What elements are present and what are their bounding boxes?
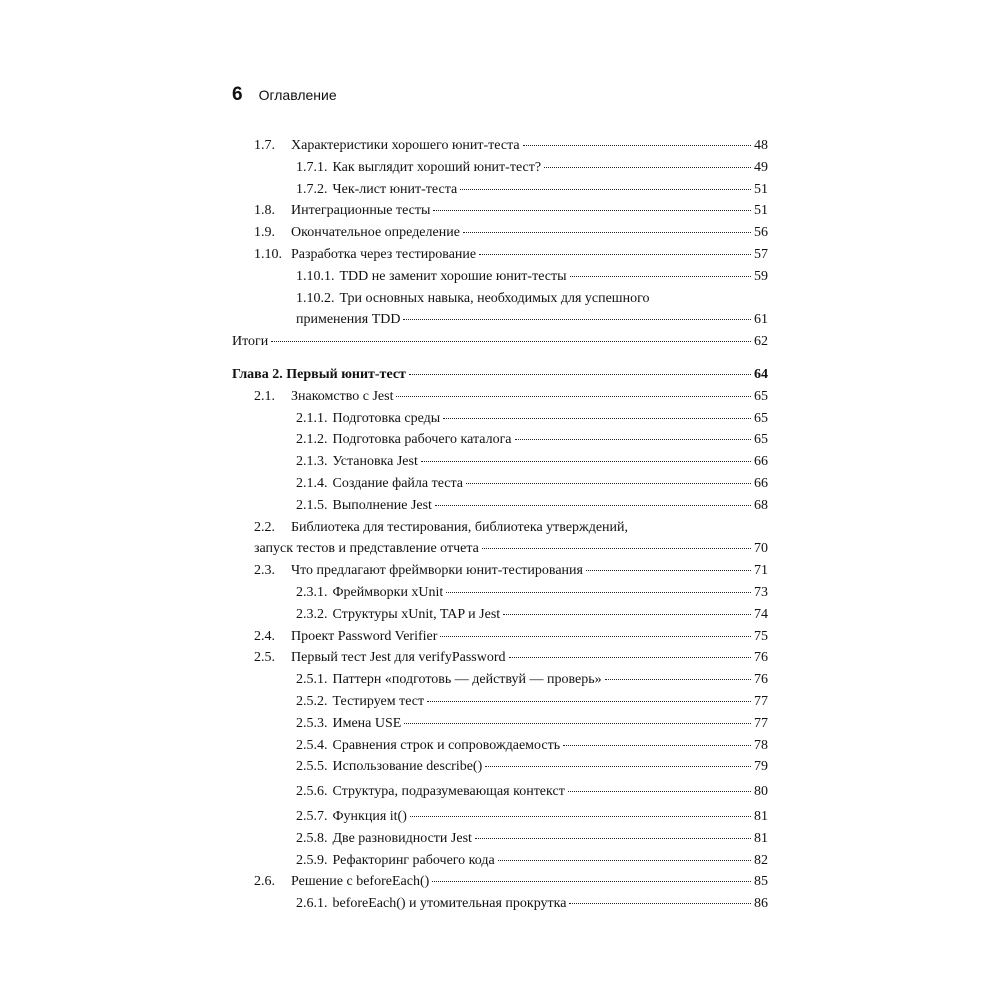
leader-dots bbox=[410, 816, 751, 817]
toc-entry-page: 77 bbox=[754, 693, 768, 709]
toc-entry-number: 2.5.8. bbox=[296, 830, 328, 846]
toc-entry-title: Чек-лист юнит-теста bbox=[332, 181, 458, 197]
toc-entry-title: Знакомство с Jest bbox=[291, 388, 394, 404]
toc-entry-page: 56 bbox=[754, 225, 768, 241]
leader-dots bbox=[523, 145, 751, 146]
toc-entry-number: 2.1.2. bbox=[296, 432, 328, 448]
toc-entry-2-5-3 bbox=[232, 713, 768, 735]
toc-entry-page: 66 bbox=[754, 475, 768, 491]
leader-dots bbox=[396, 396, 751, 397]
toc-entry-title: Интеграционные тесты bbox=[291, 203, 431, 219]
toc-entry-title: Первый тест Jest для verifyPassword bbox=[291, 650, 506, 666]
toc-entry-title: Имена USE bbox=[332, 715, 402, 731]
toc-entry-number: 2.5.9. bbox=[296, 852, 328, 868]
toc-entry-number: 2.6.1. bbox=[296, 896, 328, 912]
toc-entry-number: 1.10.2. bbox=[296, 290, 335, 306]
toc-entry-2-5-2 bbox=[232, 691, 768, 713]
toc-entry-2-5 bbox=[232, 647, 768, 669]
toc-entry-title: Структуры xUnit, TAP и Jest bbox=[332, 606, 501, 622]
running-head bbox=[232, 84, 337, 110]
leader-dots bbox=[563, 745, 751, 746]
toc-entry-title-line1: Библиотека для тестирования, библиотека утверждений, bbox=[291, 519, 629, 535]
toc-chapter-2 bbox=[232, 364, 768, 386]
toc-entry-2-1-5 bbox=[232, 495, 768, 517]
toc-entry-number: 2.3.2. bbox=[296, 606, 328, 622]
leader-dots bbox=[569, 903, 751, 904]
leader-dots bbox=[409, 374, 751, 375]
toc-entry-page: 85 bbox=[754, 874, 768, 890]
leader-dots bbox=[482, 548, 751, 549]
leader-dots bbox=[404, 723, 751, 724]
toc-entry-number: 2.5.3. bbox=[296, 715, 328, 731]
toc-entry-page: 82 bbox=[754, 852, 768, 868]
toc-entry-title: Характеристики хорошего юнит-теста bbox=[291, 138, 520, 153]
toc-entry-title: beforeEach() и утомительная прокрутка bbox=[332, 896, 567, 912]
toc-entry-page: 59 bbox=[754, 268, 768, 284]
leader-dots bbox=[544, 167, 751, 168]
toc-entry-title: Тестируем тест bbox=[332, 693, 425, 709]
toc-entry-title: Создание файла теста bbox=[332, 475, 464, 491]
toc-entry-1-10-1 bbox=[232, 266, 768, 288]
toc-entry-page: 64 bbox=[754, 366, 768, 382]
leader-dots bbox=[479, 254, 751, 255]
toc-entry-title: Подготовка среды bbox=[332, 410, 441, 426]
toc-entry-number: 2.4. bbox=[254, 628, 275, 644]
toc-entry-1-10 bbox=[232, 244, 768, 266]
toc-entry-1-9 bbox=[232, 222, 768, 244]
toc-entry-page: 57 bbox=[754, 246, 768, 262]
toc-entry-number: 2.1.5. bbox=[296, 497, 328, 513]
leader-dots bbox=[605, 679, 751, 680]
toc-entry-2-6 bbox=[232, 871, 768, 893]
toc-entry-page: 76 bbox=[754, 672, 768, 688]
toc-entry-number: 2.5.7. bbox=[296, 808, 328, 824]
toc-entry-page: 65 bbox=[754, 388, 768, 404]
toc-entry-title: Функция it() bbox=[332, 808, 407, 824]
leader-dots bbox=[460, 189, 751, 190]
toc-entry-number: 2.5.6. bbox=[296, 784, 328, 800]
toc-entry-1-10-2 bbox=[232, 288, 768, 332]
toc-entry-number: 2.3.1. bbox=[296, 584, 328, 600]
toc-entry-page: 79 bbox=[754, 759, 768, 775]
leader-dots bbox=[433, 210, 751, 211]
leader-dots bbox=[271, 341, 751, 342]
leader-dots bbox=[432, 881, 751, 882]
running-head-title: Оглавление bbox=[258, 87, 337, 103]
toc-entry-2-5-4 bbox=[232, 735, 768, 757]
toc-entry-2-1-3 bbox=[232, 451, 768, 473]
toc-entry-number: 2.2. bbox=[254, 519, 275, 535]
toc-entry-2-3-2 bbox=[232, 604, 768, 626]
leader-dots bbox=[498, 860, 751, 861]
toc-entry-page: 74 bbox=[754, 606, 768, 622]
leader-dots bbox=[463, 232, 751, 233]
toc-entry-page: 61 bbox=[754, 312, 768, 328]
toc-entry-2-3-1 bbox=[232, 582, 768, 604]
toc-entry-2-1-4 bbox=[232, 473, 768, 495]
toc-entry-2-5-5 bbox=[232, 756, 768, 778]
toc-entry-1-7-2 bbox=[232, 179, 768, 201]
leader-dots bbox=[466, 483, 751, 484]
toc-entry-number: 2.1.3. bbox=[296, 454, 328, 470]
toc-entry-title: Структура, подразумевающая контекст bbox=[332, 784, 565, 800]
toc-entry-title: Решение с beforeEach() bbox=[291, 874, 430, 890]
toc-entry-title: Разработка через тестирование bbox=[291, 246, 477, 262]
toc-entry-1-8 bbox=[232, 200, 768, 222]
toc-entry-2-3 bbox=[232, 560, 768, 582]
toc-entry-page: 86 bbox=[754, 896, 768, 912]
toc-entry-title: Фреймворки xUnit bbox=[332, 584, 444, 600]
toc-entry-title: TDD не заменит хорошие юнит-тесты bbox=[339, 268, 567, 284]
toc-entry-number: 1.10. bbox=[254, 246, 282, 262]
toc-entry-number: 2.1. bbox=[254, 388, 275, 404]
toc-entry-page: 73 bbox=[754, 584, 768, 600]
toc-entry-2-6-1 bbox=[232, 893, 768, 915]
leader-dots bbox=[443, 418, 751, 419]
toc-entry-2-5-9 bbox=[232, 850, 768, 872]
leader-dots bbox=[586, 570, 751, 571]
toc-entry-2-1-1 bbox=[232, 408, 768, 430]
page-number: 6 bbox=[232, 84, 243, 105]
toc-entry-title-line1: Три основных навыка, необходимых для успешного bbox=[339, 290, 650, 306]
leader-dots bbox=[427, 701, 751, 702]
toc-entry-summary bbox=[232, 331, 768, 353]
toc-entry-number: 2.5.1. bbox=[296, 672, 328, 688]
toc-entry-title: Сравнения строк и сопровождаемость bbox=[332, 737, 561, 753]
toc-entry-page: 65 bbox=[754, 432, 768, 448]
toc-entry-2-2 bbox=[232, 517, 768, 561]
toc-entry-page: 71 bbox=[754, 563, 768, 579]
toc-entry-page: 62 bbox=[754, 334, 768, 350]
toc-entry-title: Как выглядит хороший юнит-тест? bbox=[332, 159, 542, 175]
toc-entry-2-5-8 bbox=[232, 828, 768, 850]
toc-entry-number: 2.3. bbox=[254, 563, 275, 579]
toc-entry-page: 66 bbox=[754, 454, 768, 470]
leader-dots bbox=[570, 276, 752, 277]
leader-dots bbox=[446, 592, 751, 593]
leader-dots bbox=[475, 838, 751, 839]
toc-entry-number: 2.5. bbox=[254, 650, 275, 666]
toc-entry-2-1-2 bbox=[232, 429, 768, 451]
toc-entry-number: 2.6. bbox=[254, 874, 275, 890]
toc-entry-page: 51 bbox=[754, 203, 768, 219]
toc-entry-title: Установка Jest bbox=[332, 454, 418, 470]
toc-entry-page: 65 bbox=[754, 410, 768, 426]
toc-entry-number: 1.7.2. bbox=[296, 181, 328, 197]
toc-entry-title: Выполнение Jest bbox=[332, 497, 432, 513]
toc-entry-title: Рефакторинг рабочего кода bbox=[332, 852, 495, 868]
toc-entry-page: 81 bbox=[754, 830, 768, 846]
leader-dots bbox=[435, 505, 751, 506]
toc-entry-number: 1.9. bbox=[254, 225, 275, 241]
toc-entry-number: 1.8. bbox=[254, 203, 275, 219]
toc-chapter-title: Глава 2. Первый юнит-тест bbox=[232, 366, 406, 382]
toc-entry-title-line2: применения TDD bbox=[296, 312, 401, 328]
toc-entry-number: 2.5.2. bbox=[296, 693, 328, 709]
toc-entry-page: 51 bbox=[754, 181, 768, 197]
toc-entry-2-5-1 bbox=[232, 669, 768, 691]
toc-entry-number: 1.7.1. bbox=[296, 159, 328, 175]
toc-entry-number: 1.7. bbox=[254, 138, 275, 153]
toc-entry-2-5-7 bbox=[232, 806, 768, 828]
leader-dots bbox=[421, 461, 751, 462]
toc-entry-page: 81 bbox=[754, 808, 768, 824]
toc-entry-title: Окончательное определение bbox=[291, 225, 460, 241]
toc-entry-page: 78 bbox=[754, 737, 768, 753]
toc-entry-page: 76 bbox=[754, 650, 768, 666]
toc-entry-title: Что предлагают фреймворки юнит-тестирования bbox=[291, 563, 583, 579]
toc-entry-number: 2.1.1. bbox=[296, 410, 328, 426]
toc-entry-title-line2: запуск тестов и представление отчета bbox=[254, 541, 479, 557]
toc-entry-title: Итоги bbox=[232, 334, 269, 350]
toc-entry-title: Проект Password Verifier bbox=[291, 628, 438, 644]
leader-dots bbox=[509, 657, 752, 658]
toc-entry-2-5-6 bbox=[232, 781, 768, 803]
leader-dots bbox=[485, 766, 751, 767]
toc-entry-1-7 bbox=[232, 135, 768, 157]
toc-entry-page: 75 bbox=[754, 628, 768, 644]
leader-dots bbox=[403, 319, 751, 320]
toc-entry-number: 2.1.4. bbox=[296, 475, 328, 491]
toc-entry-2-4 bbox=[232, 626, 768, 648]
leader-dots bbox=[440, 636, 751, 637]
toc-entry-title: Две разновидности Jest bbox=[332, 830, 472, 846]
toc-entry-title: Паттерн «подготовь — действуй — проверь» bbox=[332, 672, 602, 688]
toc-entry-2-1 bbox=[232, 386, 768, 408]
table-of-contents bbox=[232, 135, 768, 915]
toc-entry-page: 77 bbox=[754, 715, 768, 731]
leader-dots bbox=[568, 791, 751, 792]
toc-entry-title: Использование describe() bbox=[332, 759, 483, 775]
toc-entry-number: 2.5.5. bbox=[296, 759, 328, 775]
leader-dots bbox=[515, 439, 751, 440]
toc-entry-page: 68 bbox=[754, 497, 768, 513]
toc-entry-number: 1.10.1. bbox=[296, 268, 335, 284]
toc-entry-title: Подготовка рабочего каталога bbox=[332, 432, 512, 448]
toc-entry-page: 49 bbox=[754, 159, 768, 175]
toc-entry-number: 2.5.4. bbox=[296, 737, 328, 753]
leader-dots bbox=[503, 614, 751, 615]
toc-entry-1-7-1 bbox=[232, 157, 768, 179]
toc-entry-page: 48 bbox=[754, 138, 768, 153]
toc-entry-page: 70 bbox=[754, 541, 768, 557]
toc-entry-page: 80 bbox=[754, 784, 768, 800]
